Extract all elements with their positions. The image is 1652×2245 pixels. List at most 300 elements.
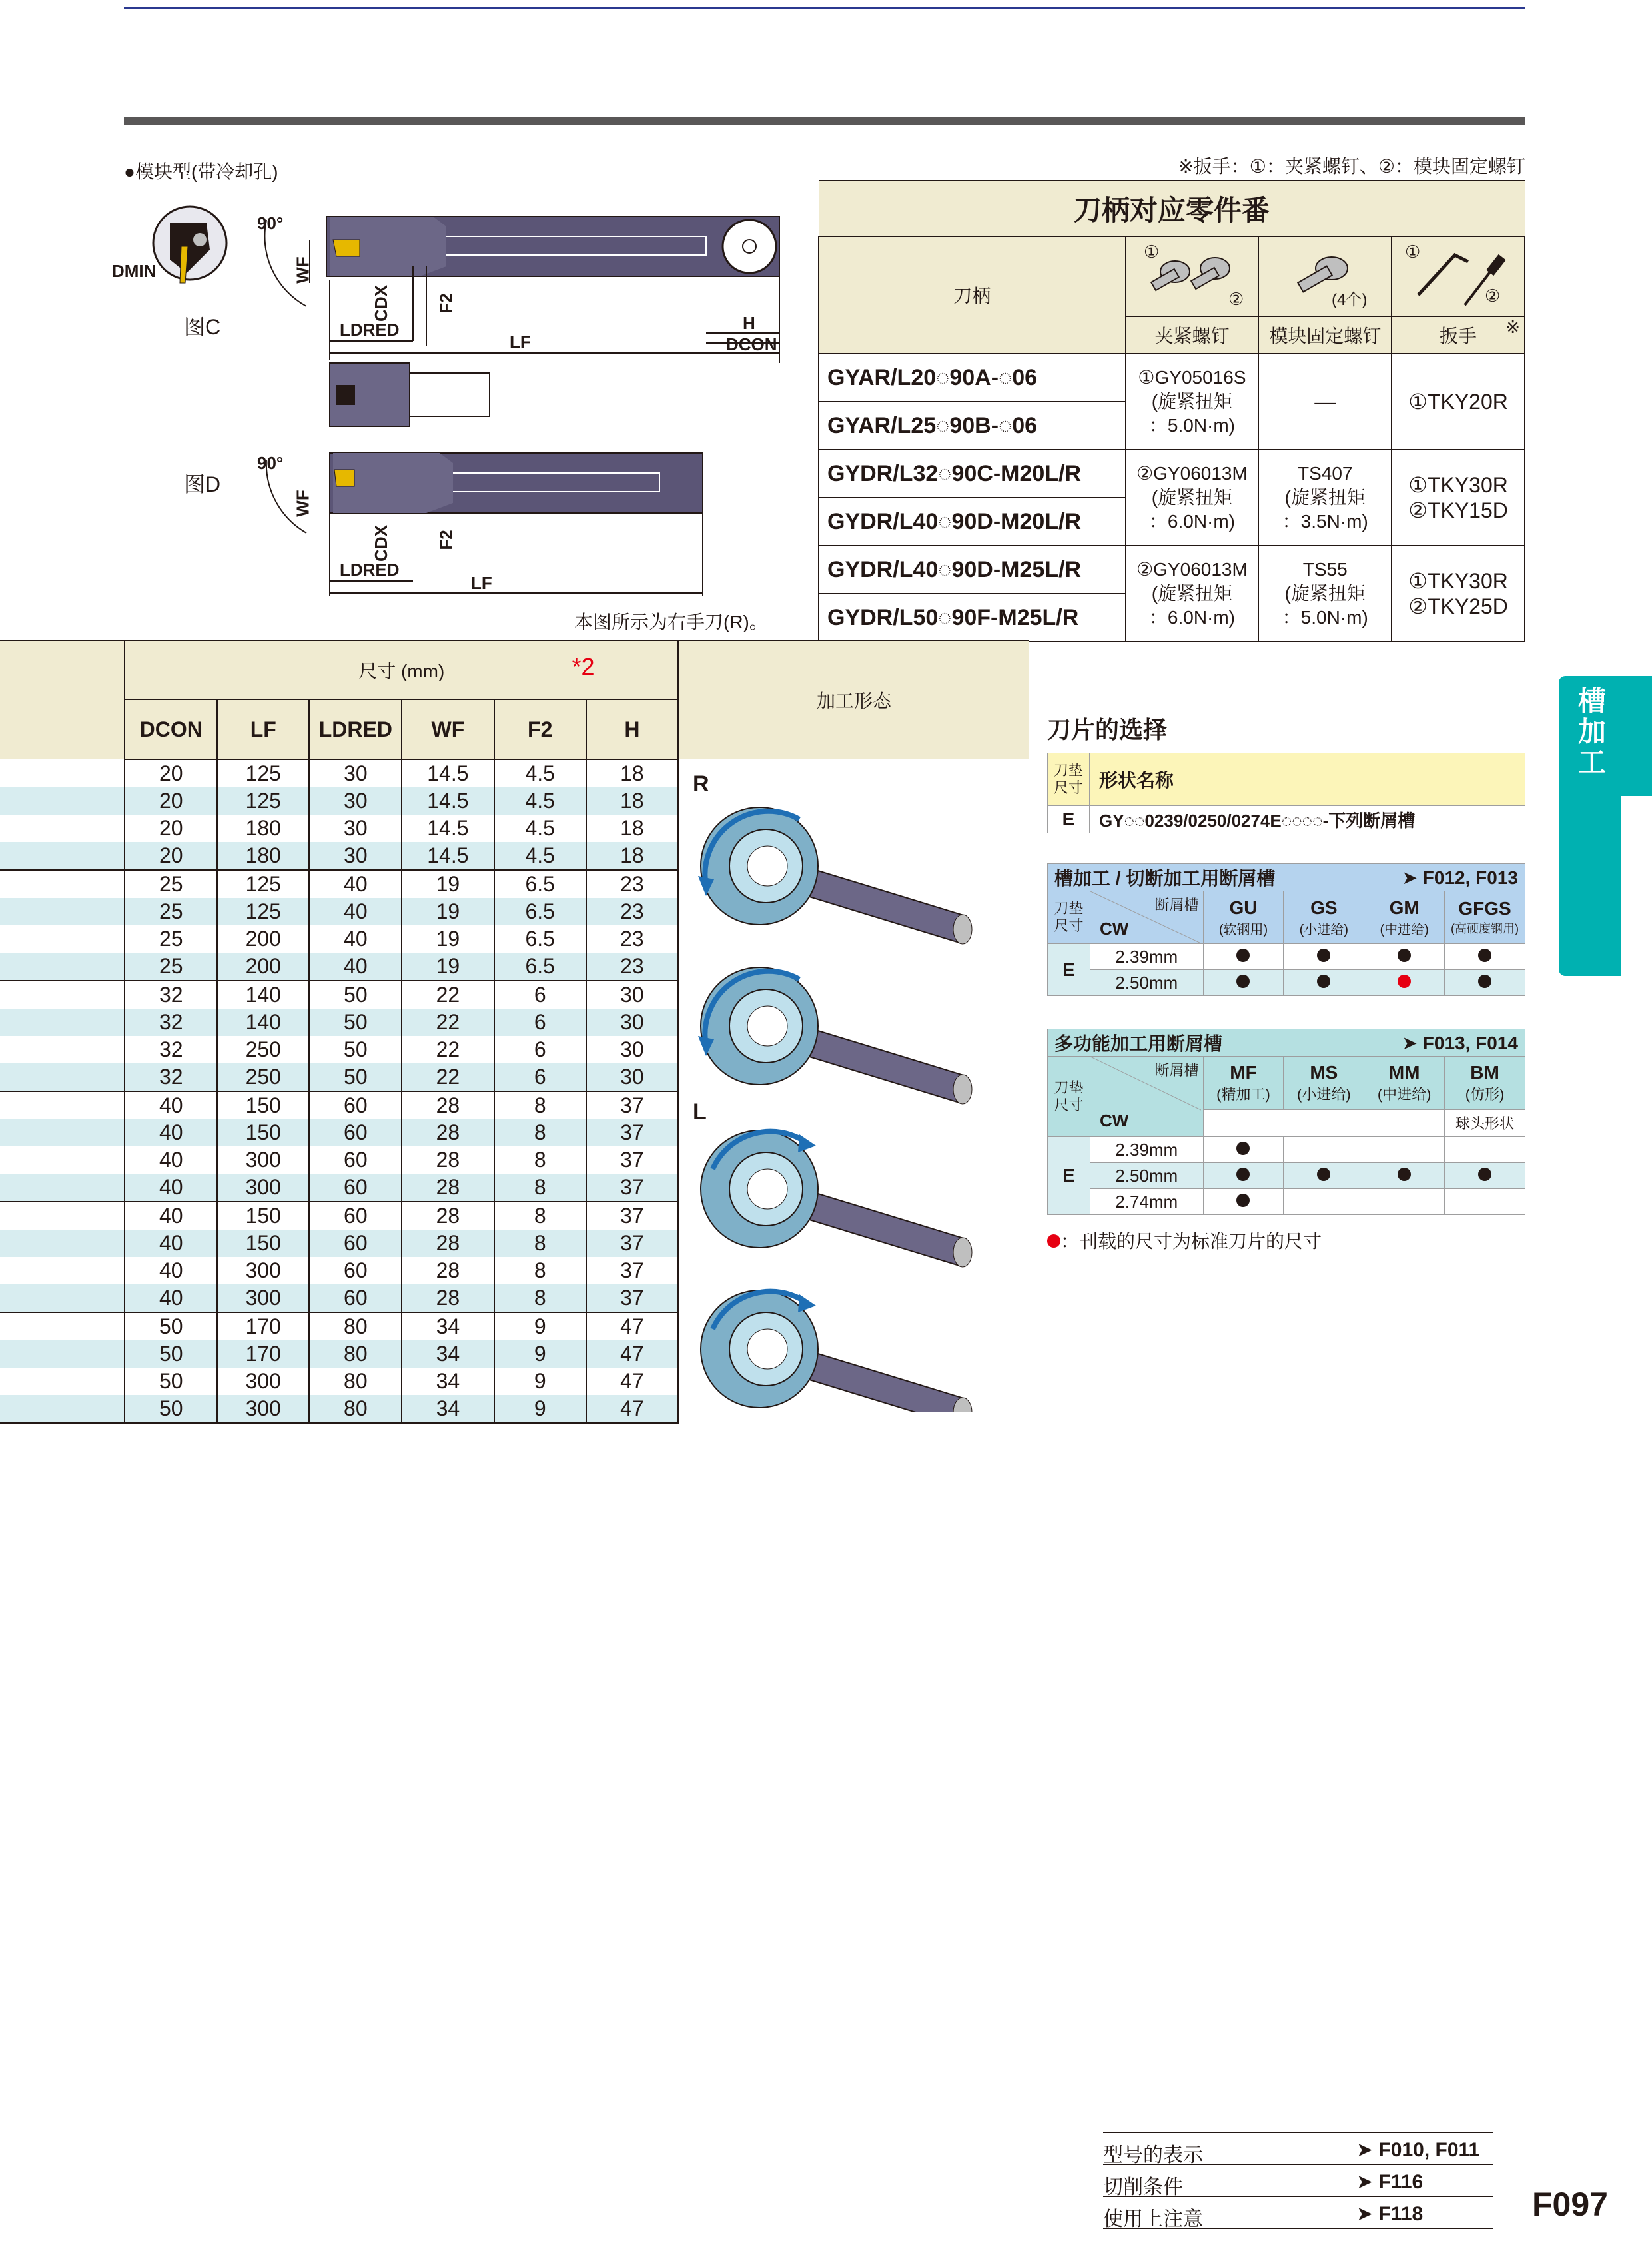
grooving-title: 槽加工 / 切断加工用断屑槽 [1054,868,1276,889]
cell-lf: 300 [217,1174,309,1202]
cell-h: 23 [586,898,678,925]
cell-h: 23 [586,925,678,953]
size-group-header [125,640,678,700]
ldred-label-d: LDRED [340,560,400,580]
cell-ldred: 80 [309,1395,402,1423]
side-tab-char: 槽 [1577,685,1606,717]
col-gm [1364,891,1445,944]
workpiece-illustration [701,1130,972,1267]
cell-h: 37 [586,1284,678,1312]
row-lead [0,759,125,787]
seat-size-header: 刀垫尺寸 [1048,753,1090,806]
black-dot [1236,975,1250,988]
clamp-part: ②GY06013M [1136,559,1248,580]
cell-lf: 300 [217,1146,309,1174]
cell-ldred: 60 [309,1146,402,1174]
clamp-torque: ：5.0N·m) [1148,415,1236,436]
row-lead [0,1284,125,1312]
cell-f2: 8 [494,1257,586,1284]
cell-lf: 125 [217,787,309,815]
circle-2-mark: ② [1228,288,1244,308]
model-row: GYAR/L25◌90B-◌06 [819,402,1126,450]
breaker-label: 断屑槽 [1154,897,1199,913]
col-mm [1364,1057,1445,1110]
black-dot [1236,949,1250,962]
row-lead [0,1257,125,1284]
row-lead [0,925,125,953]
mark-cell [1203,1163,1284,1189]
cell-f2: 9 [494,1395,586,1423]
cell-dcon: 50 [125,1395,217,1423]
cell-wf: 34 [402,1340,494,1368]
mark-cell [1364,970,1445,996]
col-ms [1284,1057,1364,1110]
cell-ldred: 40 [309,953,402,981]
grooving-title-row [1048,864,1525,891]
cell-f2: 4.5 [494,787,586,815]
wrench-cell [1392,450,1525,546]
col-gu-sub: (软钢用) [1218,922,1268,937]
row-lead [0,953,125,981]
top-rule [124,7,1525,9]
cell-lf: 300 [217,1257,309,1284]
black-dot [1236,1168,1250,1181]
cell-wf: 34 [402,1368,494,1395]
row-lead [0,1395,125,1423]
cell-lf: 180 [217,842,309,870]
row-lead [0,1091,125,1119]
row-lead [0,981,125,1009]
cell-ldred: 60 [309,1257,402,1284]
footer-link-ref[interactable]: ➤ F010, F011 [1356,2139,1480,2161]
cell-ldred: 40 [309,925,402,953]
lf-label-c: LF [510,332,531,352]
col-clamp: 夹紧螺钉 [1126,316,1259,354]
cell-ldred: 80 [309,1368,402,1395]
side-tab-char: 加 [1577,716,1606,747]
model-row: GYDR/L40◌90D-M20L/R [819,498,1126,546]
angle-label-c: 90° [257,213,284,233]
cell-wf: 34 [402,1395,494,1423]
seat-size-header: 刀垫尺寸 [1048,891,1090,944]
cell-h: 47 [586,1368,678,1395]
cell-dcon: 40 [125,1146,217,1174]
cell-f2: 8 [494,1230,586,1257]
col-gu-code: GU [1229,897,1258,918]
col-gs-sub: (小进给) [1299,922,1348,937]
wrench-circle-1: ① [1405,241,1421,262]
row-lead [0,815,125,842]
cell-dcon: 20 [125,842,217,870]
cell-wf: 14.5 [402,815,494,842]
cell-f2: 8 [494,1284,586,1312]
cell-lf: 170 [217,1340,309,1368]
cw-value: 2.39mm [1090,944,1203,970]
module-torque: ：5.0N·m) [1282,607,1368,628]
cell-wf: 28 [402,1230,494,1257]
cw-value: 2.50mm [1090,1163,1203,1189]
parts-table-title: 刀柄对应零件番 [819,181,1525,236]
row-lead [0,787,125,815]
cell-dcon: 32 [125,1063,217,1091]
cell-f2: 6.5 [494,870,586,898]
cell-wf: 22 [402,1009,494,1036]
wf-label-c: WF [292,256,313,284]
seat-size-header: 刀垫尺寸 [1048,1057,1090,1137]
workpiece-illustration [701,1290,972,1412]
model-row: GYAR/L20◌90A-◌06 [819,354,1126,402]
module-torque-label: (旋紧扭矩 [1284,583,1366,604]
clamp-torque: ：6.0N·m) [1148,607,1236,628]
row-lead [0,1119,125,1146]
col-ms-code: MS [1310,1061,1338,1083]
wrench-cell: ①TKY20R [1392,354,1525,450]
cell-wf: 19 [402,870,494,898]
black-dot [1236,1194,1250,1207]
cell-ldred: 60 [309,1230,402,1257]
cell-h: 37 [586,1230,678,1257]
footnote-mark: *2 [572,653,595,680]
cell-dcon: 40 [125,1091,217,1119]
footer-link-label: 型号的表示 [1103,2144,1203,2166]
mark-cell [1364,1137,1445,1163]
cell-dcon: 40 [125,1202,217,1230]
form-header: 加工形态 [678,640,1029,759]
row-lead [0,1063,125,1091]
cell-lf: 300 [217,1368,309,1395]
cell-wf: 28 [402,1119,494,1146]
cell-ldred: 50 [309,981,402,1009]
multi-breaker-table [1047,1029,1525,1215]
cell-dcon: 20 [125,815,217,842]
wrench-cell [1392,546,1525,642]
footer-link[interactable] [1103,2165,1493,2197]
cell-f2: 9 [494,1312,586,1340]
mark-cell [1445,1189,1525,1215]
cell-lf: 150 [217,1230,309,1257]
col-gs [1284,891,1364,944]
footer-link-label: 使用上注意 [1103,2208,1203,2230]
row-lead [0,1036,125,1063]
cell-wf: 28 [402,1091,494,1119]
module-part: TS55 [1302,559,1348,580]
col-module: 模块固定螺钉 [1258,316,1392,354]
col-gm-sub: (中进给) [1380,922,1429,937]
cell-wf: 28 [402,1284,494,1312]
multi-ref-link[interactable]: ➤ F013, F014 [1402,1033,1518,1053]
model-row: GYDR/L50◌90F-M25L/R [819,594,1126,642]
cell-ldred: 60 [309,1119,402,1146]
wrench-part: ①TKY30R [1408,473,1508,497]
row-lead [0,1202,125,1230]
cell-h: 37 [586,1202,678,1230]
circle-1-mark: ① [1144,241,1160,262]
cell-dcon: 40 [125,1230,217,1257]
legend [1047,1227,1322,1254]
seat-size-value: E [1048,806,1090,833]
mark-cell [1203,1137,1284,1163]
legend-text: ：刊载的尺寸为标准刀片的尺寸 [1060,1231,1322,1252]
cell-h: 18 [586,842,678,870]
side-tab-text [1572,686,1612,778]
clamp-cell [1126,450,1259,546]
cell-lf: 125 [217,898,309,925]
side-tab-char: 工 [1577,747,1606,778]
cell-lf: 250 [217,1063,309,1091]
cell-dcon: 40 [125,1284,217,1312]
row-lead [0,1368,125,1395]
col-wrench [1392,316,1525,354]
red-dot [1398,975,1411,988]
col-bm-sub: (仿形) [1465,1085,1505,1103]
breaker-label: 断屑槽 [1154,1062,1199,1079]
cell-f2: 6.5 [494,953,586,981]
cell-ldred: 50 [309,1036,402,1063]
mark-cell [1284,970,1364,996]
seat-e: E [1048,1137,1090,1215]
cdx-label-d: CDX [370,525,391,562]
mark-cell [1284,1189,1364,1215]
cw-value: 2.39mm [1090,1137,1203,1163]
cell-h: 23 [586,953,678,981]
cell-ldred: 30 [309,842,402,870]
cell-dcon: 25 [125,953,217,981]
cell-h: 18 [586,787,678,815]
black-dot [1398,1168,1411,1181]
row-lead [0,1146,125,1174]
cell-wf: 28 [402,1146,494,1174]
cell-h: 37 [586,1119,678,1146]
seat-e: E [1048,944,1090,996]
cell-h: 37 [586,1146,678,1174]
cell-wf: 19 [402,898,494,925]
wrench-note: ※扳手：①：夹紧螺钉、②：模块固定螺钉 [1178,156,1525,177]
cell-lf: 125 [217,870,309,898]
mark-cell [1445,1137,1525,1163]
ball-shape-note: 球头形状 [1445,1109,1525,1136]
clamp-cell [1126,354,1259,450]
cell-h: 47 [586,1340,678,1368]
col-mm-code: MM [1388,1061,1420,1083]
col-gfgs [1445,891,1525,944]
cw-value: 2.50mm [1090,970,1203,996]
row-lead [0,1230,125,1257]
module-cell [1258,546,1392,642]
breaker-cw-header [1090,891,1203,944]
module-qty-label: (4个) [1332,290,1368,308]
cell-wf: 22 [402,1036,494,1063]
cell-lf: 125 [217,759,309,787]
cell-ldred: 30 [309,815,402,842]
model-row: GYDR/L32◌90C-M20L/R [819,450,1126,498]
mark-cell [1284,1163,1364,1189]
cell-dcon: 32 [125,1036,217,1063]
cell-dcon: 50 [125,1312,217,1340]
cell-dcon: 25 [125,925,217,953]
footer-link-ref[interactable]: ➤ F118 [1356,2203,1424,2225]
cell-f2: 6.5 [494,898,586,925]
fig-c-label: 图C [184,315,221,339]
footer-link[interactable] [1103,2197,1493,2229]
cell-f2: 4.5 [494,759,586,787]
cell-h: 30 [586,1063,678,1091]
black-dot [1317,1168,1330,1181]
workpiece-illustration [698,807,972,944]
cell-wf: 14.5 [402,787,494,815]
col-wrench-label: 扳手 [1440,326,1477,346]
cell-dcon: 40 [125,1257,217,1284]
shape-name-header: 形状名称 [1090,753,1525,806]
cell-ldred: 60 [309,1174,402,1202]
cell-dcon: 50 [125,1340,217,1368]
mark-cell [1445,970,1525,996]
cell-ldred: 30 [309,787,402,815]
model-row: GYDR/L40◌90D-M25L/R [819,546,1126,594]
cell-dcon: 20 [125,787,217,815]
black-dot [1478,1168,1491,1181]
cell-wf: 14.5 [402,842,494,870]
cell-ldred: 30 [309,759,402,787]
grooving-ref-link[interactable]: ➤ F012, F013 [1402,867,1518,888]
cell-dcon: 20 [125,759,217,787]
clamp-torque-label: (旋紧扭矩 [1151,487,1233,508]
cell-f2: 9 [494,1368,586,1395]
col-mf-sub: (精加工) [1216,1085,1270,1103]
col-mm-sub: (中进给) [1377,1085,1432,1103]
dmin-label: DMIN [112,261,157,281]
insert-shape-table [1047,753,1525,833]
footer-link[interactable] [1103,2132,1493,2165]
right-hand-note: 本图所示为右手刀(R)。 [574,612,768,632]
cw-label: CW [1099,1111,1129,1130]
cell-f2: 4.5 [494,815,586,842]
col-h: H [586,700,678,760]
shape-name-value: GY◌◌0239/0250/0274E◌◌◌◌-下列断屑槽 [1090,806,1525,833]
cell-h: 30 [586,1036,678,1063]
f2-label-d: F2 [436,530,456,550]
wrench-part: ②TKY15D [1408,498,1508,522]
mark-cell [1364,1189,1445,1215]
col-mf [1203,1057,1284,1110]
black-dot [1317,949,1330,962]
cell-ldred: 60 [309,1202,402,1230]
cell-dcon: 25 [125,898,217,925]
lf-label-d: LF [471,573,492,593]
cell-h: 18 [586,759,678,787]
cell-wf: 28 [402,1257,494,1284]
grooving-breaker-table [1047,863,1525,996]
cell-wf: 22 [402,981,494,1009]
cell-dcon: 32 [125,1009,217,1036]
process-form-illustrations [686,759,1019,1412]
cell-wf: 28 [402,1202,494,1230]
row-lead [0,870,125,898]
module-cell: — [1258,354,1392,450]
page-number: F097 [1532,2186,1608,2223]
wrench-circle-2: ② [1485,285,1501,306]
breaker-cw-header [1090,1057,1203,1137]
form-r-label: R [693,771,709,797]
cell-f2: 9 [494,1340,586,1368]
wrench-icon [1392,236,1525,316]
col-bm-code: BM [1470,1061,1499,1083]
cell-lf: 150 [217,1091,309,1119]
cell-h: 37 [586,1091,678,1119]
module-torque-label: (旋紧扭矩 [1284,487,1366,508]
cell-wf: 34 [402,1312,494,1340]
col-gfgs-code: GFGS [1458,898,1511,919]
cell-f2: 6.5 [494,925,586,953]
section-bar [124,117,1525,125]
cell-ldred: 50 [309,1063,402,1091]
mark-cell [1445,1163,1525,1189]
cell-ldred: 80 [309,1312,402,1340]
blank-header [0,640,125,759]
wf-label-d: WF [292,490,313,517]
cell-f2: 6 [494,1036,586,1063]
size-group-label: 尺寸 (mm) [358,661,445,681]
row-lead [0,842,125,870]
cell-h: 18 [586,815,678,842]
col-gfgs-sub: (高硬度钢用) [1451,922,1519,935]
cell-h: 30 [586,1009,678,1036]
footer-links [1103,2132,1493,2229]
multi-title: 多功能加工用断屑槽 [1054,1033,1223,1054]
clamp-screw-icon [1126,236,1259,316]
mark-cell [1203,944,1284,970]
cell-ldred: 60 [309,1284,402,1312]
cell-lf: 250 [217,1036,309,1063]
insert-select-title: 刀片的选择 [1047,716,1168,743]
clamp-cell [1126,546,1259,642]
cell-f2: 8 [494,1174,586,1202]
cell-dcon: 50 [125,1368,217,1395]
cell-lf: 140 [217,1009,309,1036]
cell-dcon: 40 [125,1119,217,1146]
cell-ldred: 80 [309,1340,402,1368]
module-screw-icon [1258,236,1392,316]
row-lead [0,1312,125,1340]
cell-wf: 19 [402,925,494,953]
black-dot [1236,1142,1250,1155]
footer-link-label: 切削条件 [1103,2176,1183,2198]
mark-cell [1445,944,1525,970]
side-tab-notch [1621,796,1652,976]
cell-wf: 28 [402,1174,494,1202]
cell-wf: 14.5 [402,759,494,787]
row-lead [0,1009,125,1036]
cell-lf: 180 [217,815,309,842]
clamp-part: ①GY05016S [1138,367,1246,388]
cell-lf: 300 [217,1284,309,1312]
cell-lf: 200 [217,953,309,981]
module-type-label: ●模块型(带冷却孔) [124,161,278,182]
cell-ldred: 50 [309,1009,402,1036]
black-dot [1398,949,1411,962]
module-torque: ：3.5N·m) [1282,511,1368,532]
cell-f2: 6 [494,981,586,1009]
mark-cell [1364,1163,1445,1189]
col-dcon: DCON [125,700,217,760]
dcon-label: DCON [726,334,777,354]
row-lead [0,898,125,925]
cell-lf: 150 [217,1119,309,1146]
cell-lf: 150 [217,1202,309,1230]
footer-link-ref[interactable]: ➤ F116 [1356,2171,1424,2193]
mark-cell [1284,1137,1364,1163]
form-l-label: L [693,1099,707,1124]
cell-wf: 19 [402,953,494,981]
